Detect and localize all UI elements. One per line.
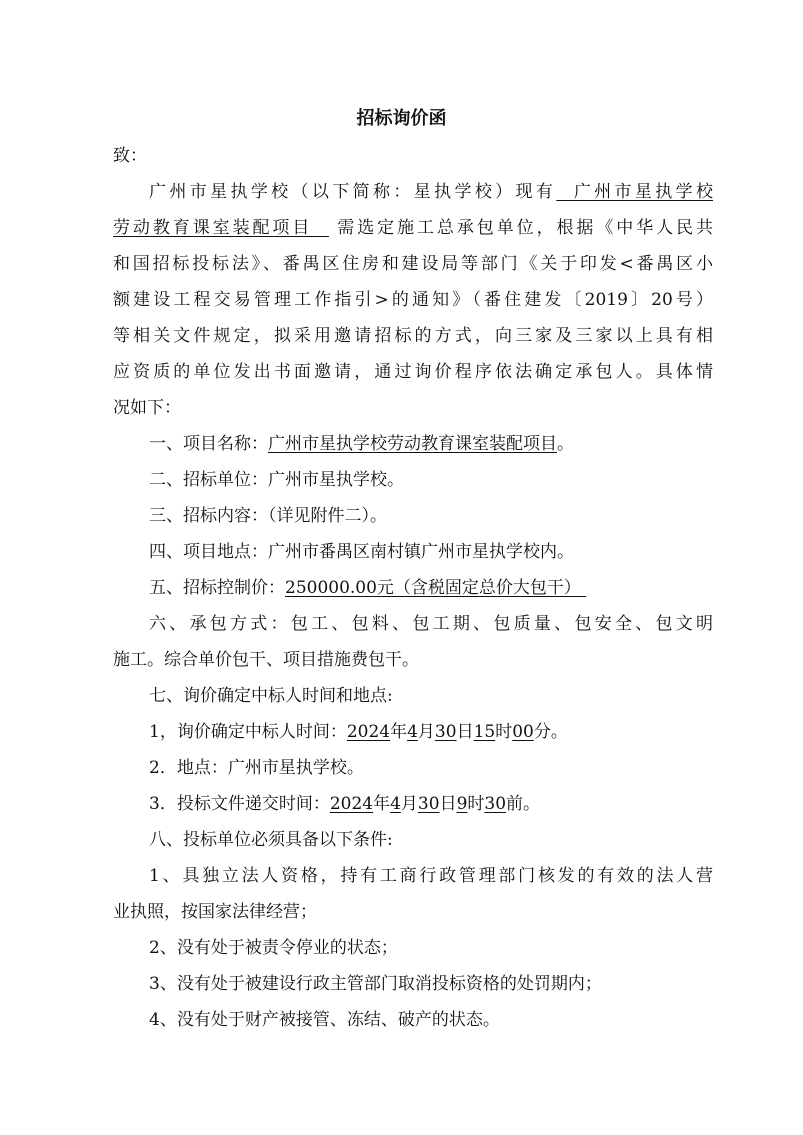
item-control-price: 五、招标控制价：250000.00元（含税固定总价大包干） xyxy=(149,578,587,598)
project-name-underlined: 广州市星执学校 xyxy=(556,182,713,202)
item-project-name: 一、项目名称：广州市星执学校劳动教育课室装配项目。 xyxy=(149,434,574,454)
item-contract-mode-line-2: 施工。综合单价包干、项目措施费包干。 xyxy=(113,650,419,670)
intro-line-5: 等相关文件规定，拟采用邀请招标的方式，向三家及三家以上具有相 xyxy=(113,326,713,346)
bid-place: 2．地点：广州市星执学校。 xyxy=(149,758,364,778)
item-bidding-unit: 二、招标单位：广州市星执学校。 xyxy=(149,470,404,490)
requirement-4: 4、没有处于财产被接管、冻结、破产的状态。 xyxy=(149,1010,500,1030)
project-name-underlined-cont: 劳动教育课室装配项目 xyxy=(113,218,329,238)
intro-line-3: 和国招标投标法》、番禺区住房和建设局等部门《关于印发<番禺区小 xyxy=(113,254,713,274)
intro-line-7: 况如下： xyxy=(113,398,181,418)
requirement-2: 2、没有处于被责令停业的状态； xyxy=(149,938,398,958)
requirement-1-line-1: 1、具独立法人资格，持有工商行政管理部门核发的有效的法人营 xyxy=(149,866,713,886)
requirement-3: 3、没有处于被建设行政主管部门取消投标资格的处罚期内； xyxy=(149,974,602,994)
intro-line-2: 劳动教育课室装配项目 需选定施工总承包单位，根据《中华人民共 xyxy=(113,218,713,238)
intro-line-4: 额建设工程交易管理工作指引>的通知》（番住建发〔2019〕20号） xyxy=(113,290,713,310)
requirement-1-line-2: 业执照，按国家法律经营； xyxy=(113,902,317,922)
bid-submission-time: 3．投标文件递交时间：2024年4月30日9时30前。 xyxy=(149,794,541,814)
intro-line-1: 广州市星执学校（以下简称：星执学校）现有 广州市星执学校 xyxy=(149,182,713,202)
document-title: 招标询价函 xyxy=(356,108,447,129)
item-bidder-requirements-heading: 八、投标单位必须具备以下条件: xyxy=(149,830,393,850)
intro-line-6: 应资质的单位发出书面邀请，通过询价程序依法确定承包人。具体情 xyxy=(113,362,713,382)
salutation: 致： xyxy=(113,146,147,166)
item-bidding-content: 三、招标内容：（详见附件二）。 xyxy=(149,506,387,526)
item-bid-time-heading: 七、询价确定中标人时间和地点: xyxy=(149,686,393,706)
item-project-location: 四、项目地点：广州市番禺区南村镇广州市星执学校内。 xyxy=(149,542,574,562)
bid-determination-time: 1，询价确定中标人时间：2024年4月30日15时00分。 xyxy=(149,722,568,742)
item-contract-mode-line-1: 六、承包方式：包工、包料、包工期、包质量、包安全、包文明 xyxy=(149,614,713,634)
